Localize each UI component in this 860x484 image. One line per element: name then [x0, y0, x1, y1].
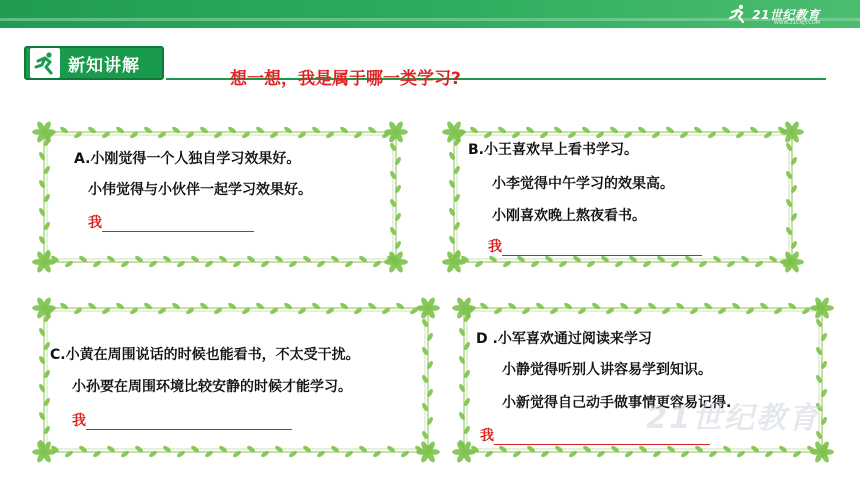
- answer-blank[interactable]: [86, 415, 292, 430]
- card-a-answer: [88, 212, 254, 232]
- brand-url: WWW.21CNJY.COM: [773, 20, 820, 26]
- question-title: 想一想，我是属于哪一类学习?: [230, 69, 461, 89]
- brand-name: 21世纪教育: [752, 7, 820, 22]
- me-label: 我: [488, 239, 502, 255]
- card-c-line-2: 小孙要在周围环境比较安静的时候才能学习。: [72, 379, 352, 395]
- top-banner: [0, 0, 860, 28]
- option-card-c: [36, 300, 436, 460]
- card-c-answer: [72, 410, 292, 430]
- card-d-line-1: D .小军喜欢通过阅读来学习: [476, 331, 652, 347]
- card-b-answer: [488, 236, 702, 256]
- card-d-line-2: 小静觉得听别人讲容易学到知识。: [502, 362, 712, 378]
- answer-blank[interactable]: [102, 217, 254, 232]
- section-badge: [24, 46, 164, 80]
- me-label: 我: [72, 413, 86, 429]
- watermark-logo: 21世纪教育: [646, 401, 820, 436]
- me-label: 我: [480, 428, 494, 444]
- option-card-a: [36, 124, 404, 270]
- brand-logo: [726, 3, 820, 25]
- card-b-line-1: B.小王喜欢早上看书学习。: [468, 142, 638, 158]
- answer-blank[interactable]: [502, 241, 702, 256]
- me-label: 我: [88, 215, 102, 231]
- runner-icon: [30, 48, 60, 78]
- card-b-line-3: 小刚喜欢晚上熬夜看书。: [492, 208, 646, 224]
- runner-logo-icon: [726, 4, 748, 24]
- section-title: 新知讲解: [68, 55, 140, 76]
- card-a-line-1: A.小刚觉得一个人独自学习效果好。: [74, 151, 301, 167]
- card-c-line-1: C.小黄在周围说话的时候也能看书，不太受干扰。: [50, 347, 360, 363]
- card-b-line-2: 小李觉得中午学习的效果高。: [492, 176, 674, 192]
- card-a-line-2: 小伟觉得与小伙伴一起学习效果好。: [88, 182, 312, 198]
- option-card-b: [446, 124, 800, 270]
- card-d-line-3: 小新觉得自己动手做事情更容易记得.: [502, 395, 732, 411]
